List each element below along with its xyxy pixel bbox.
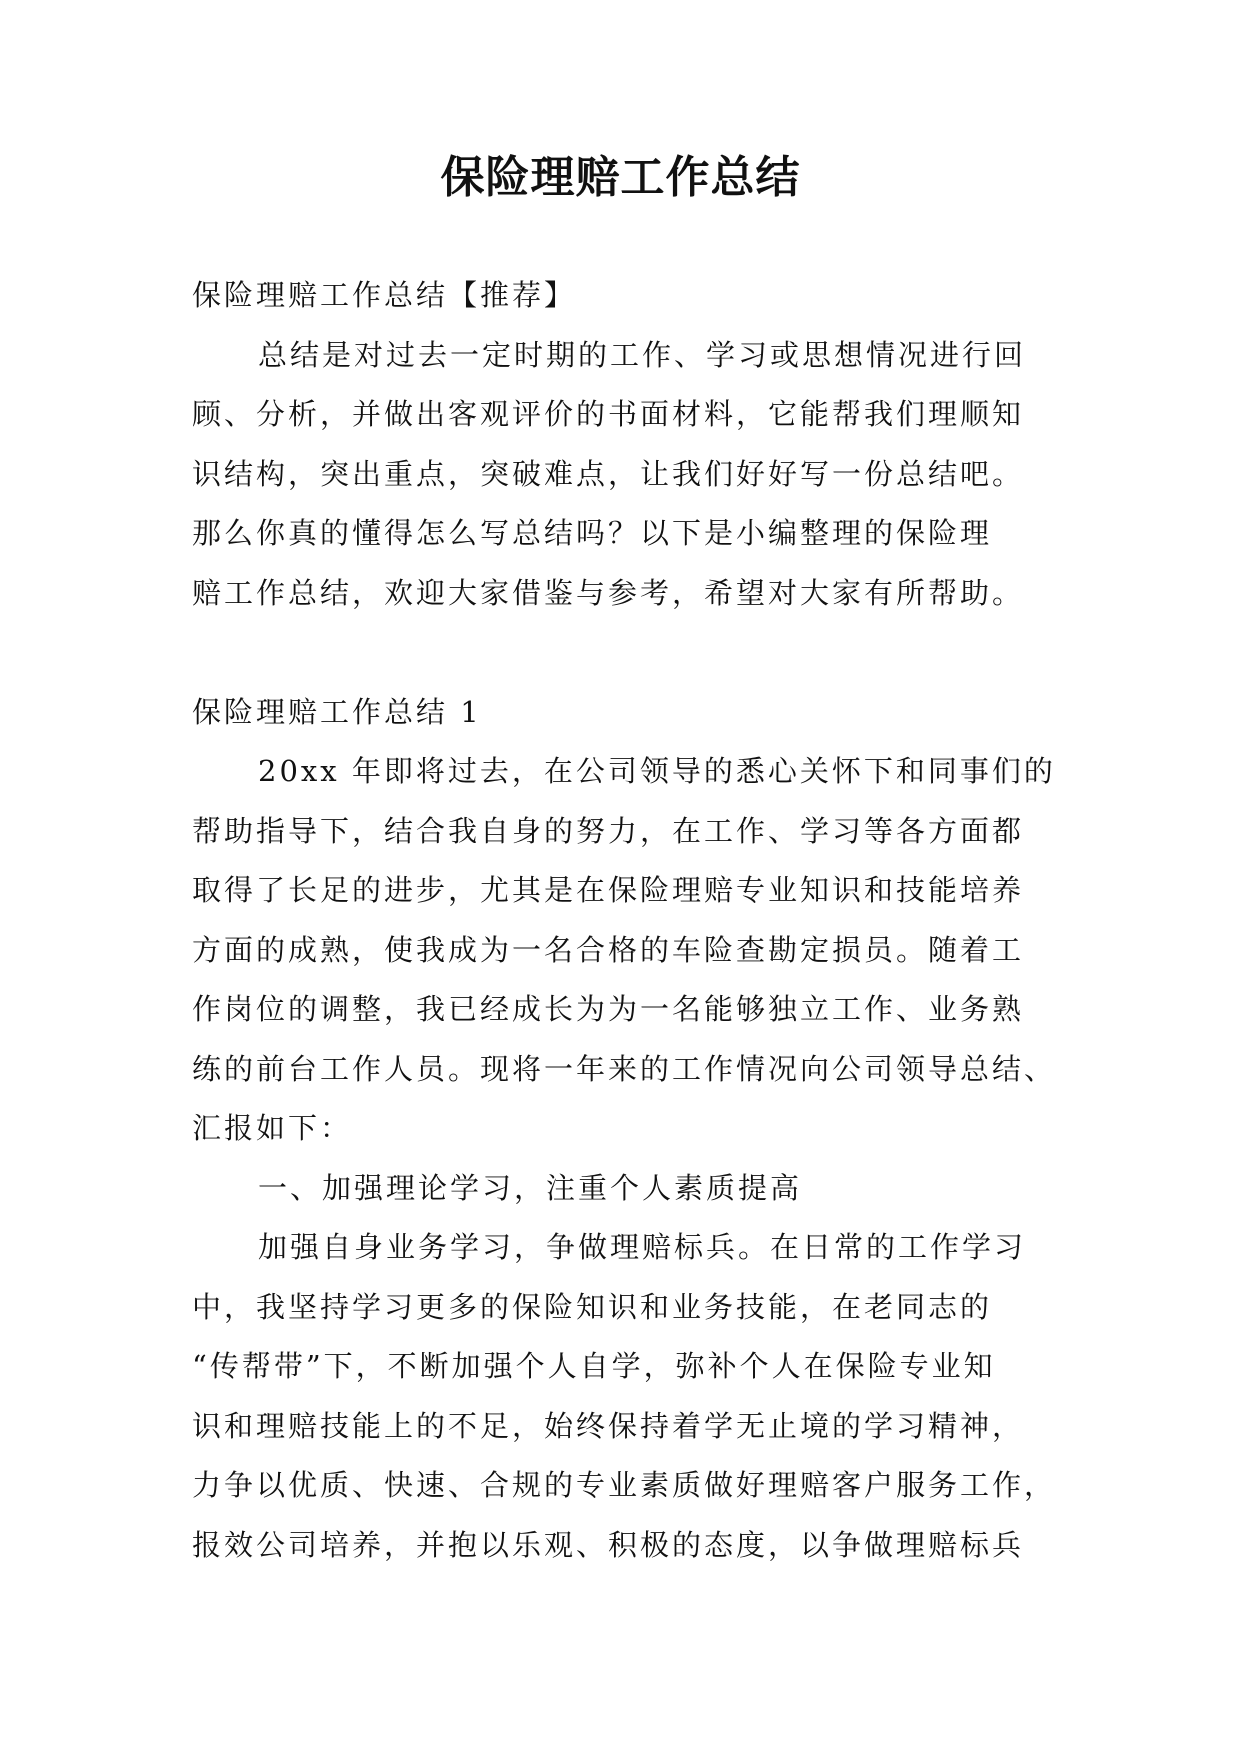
text-line: 加强自身业务学习，争做理赔标兵。在日常的工作学习 xyxy=(258,1230,1027,1264)
text-line: 总结是对过去一定时期的工作、学习或思想情况进行回 xyxy=(258,337,1027,372)
text-line: 20xx 年即将过去，在公司领导的悉心关怀下和同事们的 xyxy=(258,754,1056,788)
text-line: 识和理赔技能上的不足，始终保持着学无止境的学习精神， xyxy=(192,1408,1025,1443)
text-line: 那么你真的懂得怎么写总结吗？以下是小编整理的保险理 xyxy=(192,516,993,550)
text-line: 作岗位的调整，我已经成长为为一名能够独立工作、业务熟 xyxy=(192,992,1025,1026)
text-line: 方面的成熟，使我成为一名合格的车险查勘定损员。随着工 xyxy=(192,932,1025,967)
text-line: “传帮带”下，不断加强个人自学，弥补个人在保险专业知 xyxy=(192,1349,996,1383)
text-line: 中，我坚持学习更多的保险知识和业务技能，在老同志的 xyxy=(192,1289,993,1324)
text-line: 报效公司培养，并抱以乐观、积极的态度，以争做理赔标兵 xyxy=(192,1527,1025,1562)
text-line: 力争以优质、快速、合规的专业素质做好理赔客户服务工作， xyxy=(192,1468,1057,1502)
paragraph-gap xyxy=(192,623,1062,683)
text-line: 一、加强理论学习，注重个人素质提高 xyxy=(258,1170,803,1205)
document-body xyxy=(192,266,1062,1575)
text-line: 取得了长足的进步，尤其是在保险理赔专业知识和技能培养 xyxy=(192,873,1025,907)
text-line: 帮助指导下，结合我自身的努力，在工作、学习等各方面都 xyxy=(192,813,1025,848)
text-line: 保险理赔工作总结 1 xyxy=(192,694,482,729)
text-line: 练的前台工作人员。现将一年来的工作情况向公司领导总结、 xyxy=(192,1051,1057,1086)
text-line: 保险理赔工作总结【推荐】 xyxy=(192,278,577,312)
text-line: 赔工作总结，欢迎大家借鉴与参考，希望对大家有所帮助。 xyxy=(192,575,1025,610)
text-line: 汇报如下： xyxy=(192,1111,353,1145)
text-line: 识结构，突出重点，突破难点，让我们好好写一份总结吧。 xyxy=(192,456,1025,491)
text-line: 顾、分析，并做出客观评价的书面材料，它能帮我们理顺知 xyxy=(192,397,1025,431)
document-title: 保险理赔工作总结 xyxy=(440,152,801,203)
